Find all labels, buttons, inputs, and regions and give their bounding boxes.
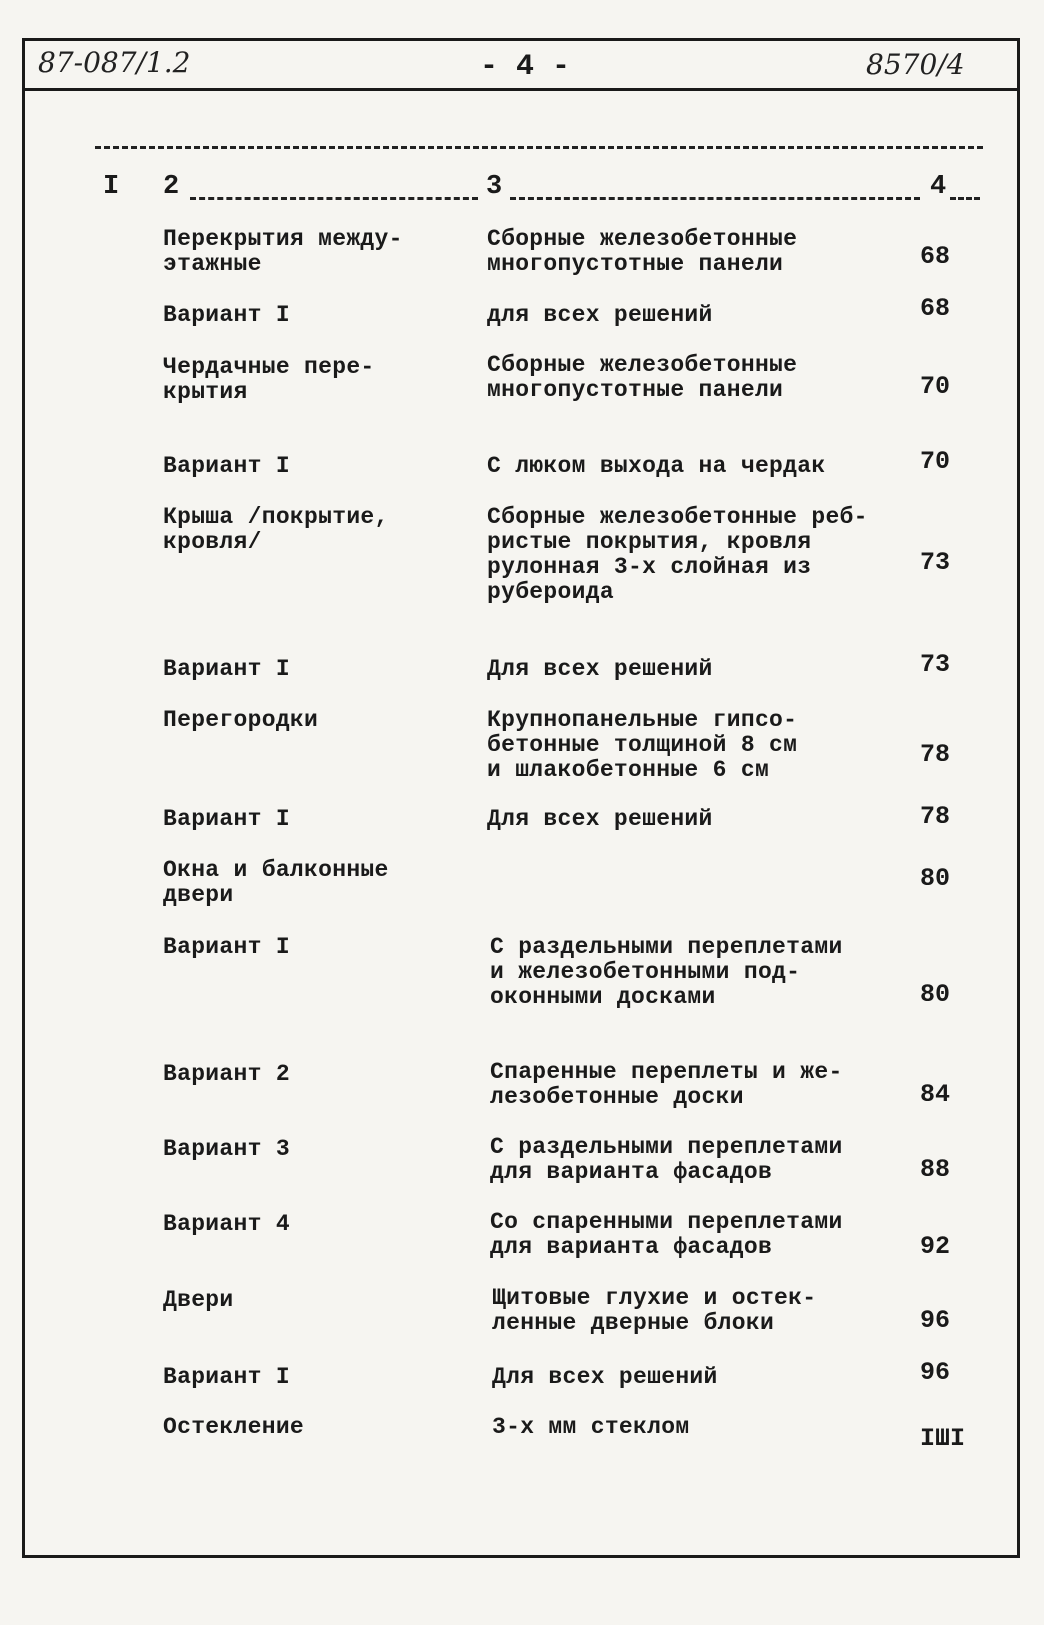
- row-description: Для всех решений: [487, 806, 713, 832]
- row-description: Щитовые глухие и остек- ленные дверные блоки: [492, 1285, 817, 1336]
- row-element: Вариант I: [163, 656, 290, 682]
- table-top-rule: [95, 146, 983, 149]
- row-description: Для всех решений: [492, 1364, 718, 1390]
- row-description: Сборные железобетонные многопустотные панели: [487, 226, 798, 277]
- row-element: Вариант I: [163, 1364, 290, 1390]
- row-description: Сборные железобетонные реб- ристые покрытия, кровля рулонная 3-х слойная из рубероида: [487, 504, 868, 605]
- row-page: 92: [920, 1232, 951, 1261]
- row-element: Вариант I: [163, 302, 290, 328]
- row-element: Вариант 4: [163, 1211, 290, 1237]
- page-number: - 4 -: [480, 50, 571, 84]
- row-description: С люком выхода на чердак: [487, 453, 826, 479]
- row-element: Крыша /покрытие, кровля/: [163, 504, 389, 555]
- row-element: Вариант I: [163, 934, 290, 960]
- row-page: IШI: [920, 1424, 966, 1453]
- row-page: 78: [920, 740, 951, 769]
- header-rule-col4: [950, 197, 980, 200]
- row-page: 84: [920, 1080, 951, 1109]
- column-header-2: 2: [163, 172, 180, 202]
- row-element: Остекление: [163, 1414, 305, 1440]
- column-header-4: 4: [930, 172, 947, 202]
- row-element: Чердачные пере- крытия: [163, 354, 375, 405]
- row-page: 70: [920, 372, 951, 401]
- document-code: 87-087/1.2: [38, 46, 191, 79]
- row-element: Вариант I: [163, 806, 290, 832]
- row-page: 96: [920, 1358, 951, 1387]
- row-description: С раздельными переплетами для варианта фасадов: [490, 1134, 843, 1185]
- row-page: 96: [920, 1306, 951, 1335]
- row-description: для всех решений: [487, 302, 713, 328]
- row-description: Крупнопанельные гипсо- бетонные толщиной 8 см и шлакобетонные 6 см: [487, 707, 798, 783]
- row-description: Сборные железобетонные многопустотные панели: [487, 352, 798, 403]
- row-element: Вариант I: [163, 453, 290, 479]
- row-element: Двери: [163, 1287, 234, 1313]
- row-element: Вариант 3: [163, 1136, 290, 1162]
- row-description: С раздельными переплетами и железобетонными под- оконными досками: [490, 934, 843, 1010]
- row-page: 80: [920, 864, 951, 893]
- row-page: 73: [920, 548, 951, 577]
- header-rule-col2: [190, 197, 478, 200]
- row-page: 78: [920, 802, 951, 831]
- row-description: Со спаренными переплетами для варианта фасадов: [490, 1209, 843, 1260]
- header-rule-col3: [510, 197, 920, 200]
- row-page: 80: [920, 980, 951, 1009]
- row-description: Спаренные переплеты и же- лезобетонные доски: [490, 1059, 843, 1110]
- row-page: 68: [920, 242, 951, 271]
- row-description: Для всех решений: [487, 656, 713, 682]
- header-rule: [22, 88, 1020, 91]
- row-page: 70: [920, 447, 951, 476]
- row-element: Окна и балконные двери: [163, 857, 389, 908]
- sheet-code: 8570/4: [866, 48, 965, 81]
- row-element: Вариант 2: [163, 1061, 290, 1087]
- row-page: 73: [920, 650, 951, 679]
- column-header-1: I: [103, 172, 120, 202]
- column-header-3: 3: [486, 172, 503, 202]
- row-description: 3-х мм стеклом: [492, 1414, 690, 1440]
- row-page: 88: [920, 1155, 951, 1184]
- row-element: Перекрытия между- этажные: [163, 226, 403, 277]
- row-element: Перегородки: [163, 707, 319, 733]
- row-page: 68: [920, 294, 951, 323]
